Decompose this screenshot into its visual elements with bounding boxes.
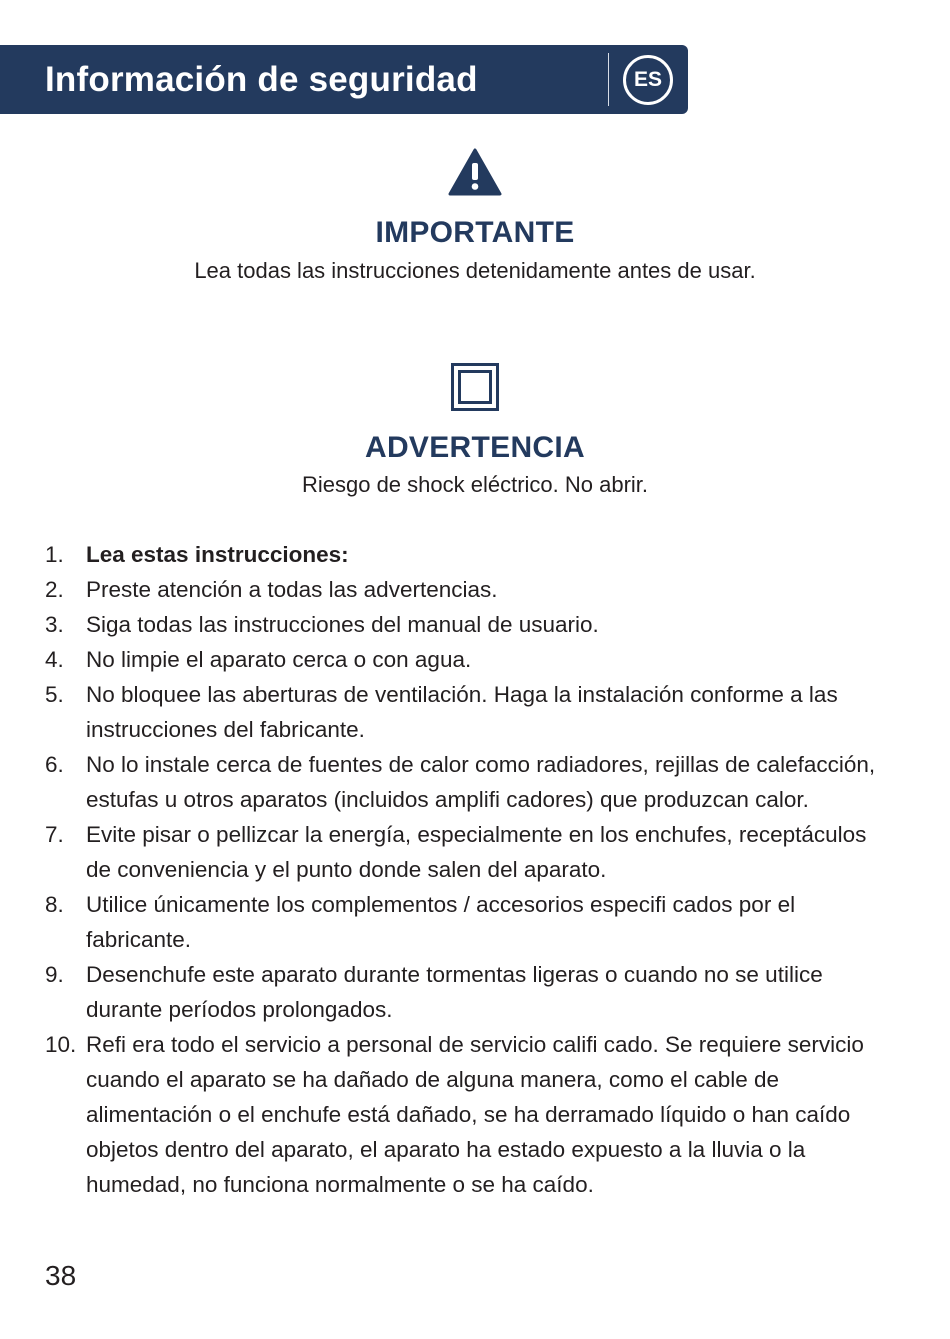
- item-text: humedad, no funciona normalmente o se ha caído.: [86, 1172, 594, 1197]
- item-text: objetos dentro del aparato, el aparato ha estado expuesto a la lluvia o la: [86, 1137, 806, 1162]
- item-text: Evite pisar o pellizcar la energía, especialmente en los enchufes, receptáculos: [86, 822, 867, 847]
- item-number: 4.: [45, 647, 64, 672]
- item-text: No bloquee las aberturas de ventilación. Haga la instalación conforme a las: [86, 682, 838, 707]
- important-text: Lea todas las instrucciones detenidamente antes de usar.: [194, 258, 756, 283]
- list-item: [0, 677, 950, 747]
- list-item: [0, 887, 950, 957]
- list-item: [0, 642, 950, 677]
- list-item: [0, 957, 950, 1027]
- item-text: de conveniencia y el punto donde salen del aparato.: [86, 857, 607, 882]
- list-item: [0, 1027, 950, 1202]
- warning-text: Riesgo de shock eléctrico. No abrir.: [301, 472, 649, 497]
- instructions-list: [0, 537, 950, 1202]
- item-text: No limpie el aparato cerca o con agua.: [86, 647, 472, 672]
- item-text: Siga todas las instrucciones del manual de usuario.: [86, 612, 599, 637]
- item-number: 7.: [45, 822, 64, 847]
- item-text: Preste atención a todas las advertencias.: [86, 577, 498, 602]
- item-number: 3.: [45, 612, 64, 637]
- header-divider: [608, 53, 609, 106]
- list-item: [0, 817, 950, 887]
- language-badge: ES: [623, 55, 673, 105]
- item-text: No lo instale cerca de fuentes de calor como radiadores, rejillas de calefacción,: [86, 752, 876, 777]
- item-number: 5.: [45, 682, 64, 707]
- page-title: Información de seguridad: [45, 60, 478, 99]
- item-text: fabricante.: [86, 927, 192, 952]
- item-number: 1.: [45, 542, 64, 567]
- warning-triangle-icon: [448, 148, 502, 196]
- list-item: [0, 572, 950, 607]
- page-number: 38: [45, 1260, 77, 1291]
- item-text: Utilice únicamente los complementos / accesorios especifi cados por el: [86, 892, 796, 917]
- item-text: alimentación o el enchufe está dañado, se ha derramado líquido o han caído: [86, 1102, 851, 1127]
- item-text: Refi era todo el servicio a personal de servicio califi cado. Se requiere servicio: [86, 1032, 864, 1057]
- list-item: [0, 747, 950, 817]
- item-text: cuando el aparato se ha dañado de alguna manera, como el cable de: [86, 1067, 780, 1092]
- item-number: 9.: [45, 962, 64, 987]
- item-text: Desenchufe este aparato durante tormentas ligeras o cuando no se utilice: [86, 962, 823, 987]
- item-text: instrucciones del fabricante.: [86, 717, 365, 742]
- item-number: 8.: [45, 892, 64, 917]
- double-insulation-icon: [451, 363, 499, 411]
- list-item: [0, 537, 950, 572]
- item-text: estufas u otros aparatos (incluidos amplifi cadores) que produzcan calor.: [86, 787, 809, 812]
- important-heading: IMPORTANTE: [375, 216, 575, 249]
- warning-heading: ADVERTENCIA: [365, 431, 585, 464]
- header-bar: [0, 45, 688, 114]
- item-number: 2.: [45, 577, 64, 602]
- item-number: 10.: [45, 1032, 77, 1057]
- item-text: durante períodos prolongados.: [86, 997, 393, 1022]
- item-text: Lea estas instrucciones:: [86, 542, 349, 567]
- item-number: 6.: [45, 752, 64, 777]
- list-item: [0, 607, 950, 642]
